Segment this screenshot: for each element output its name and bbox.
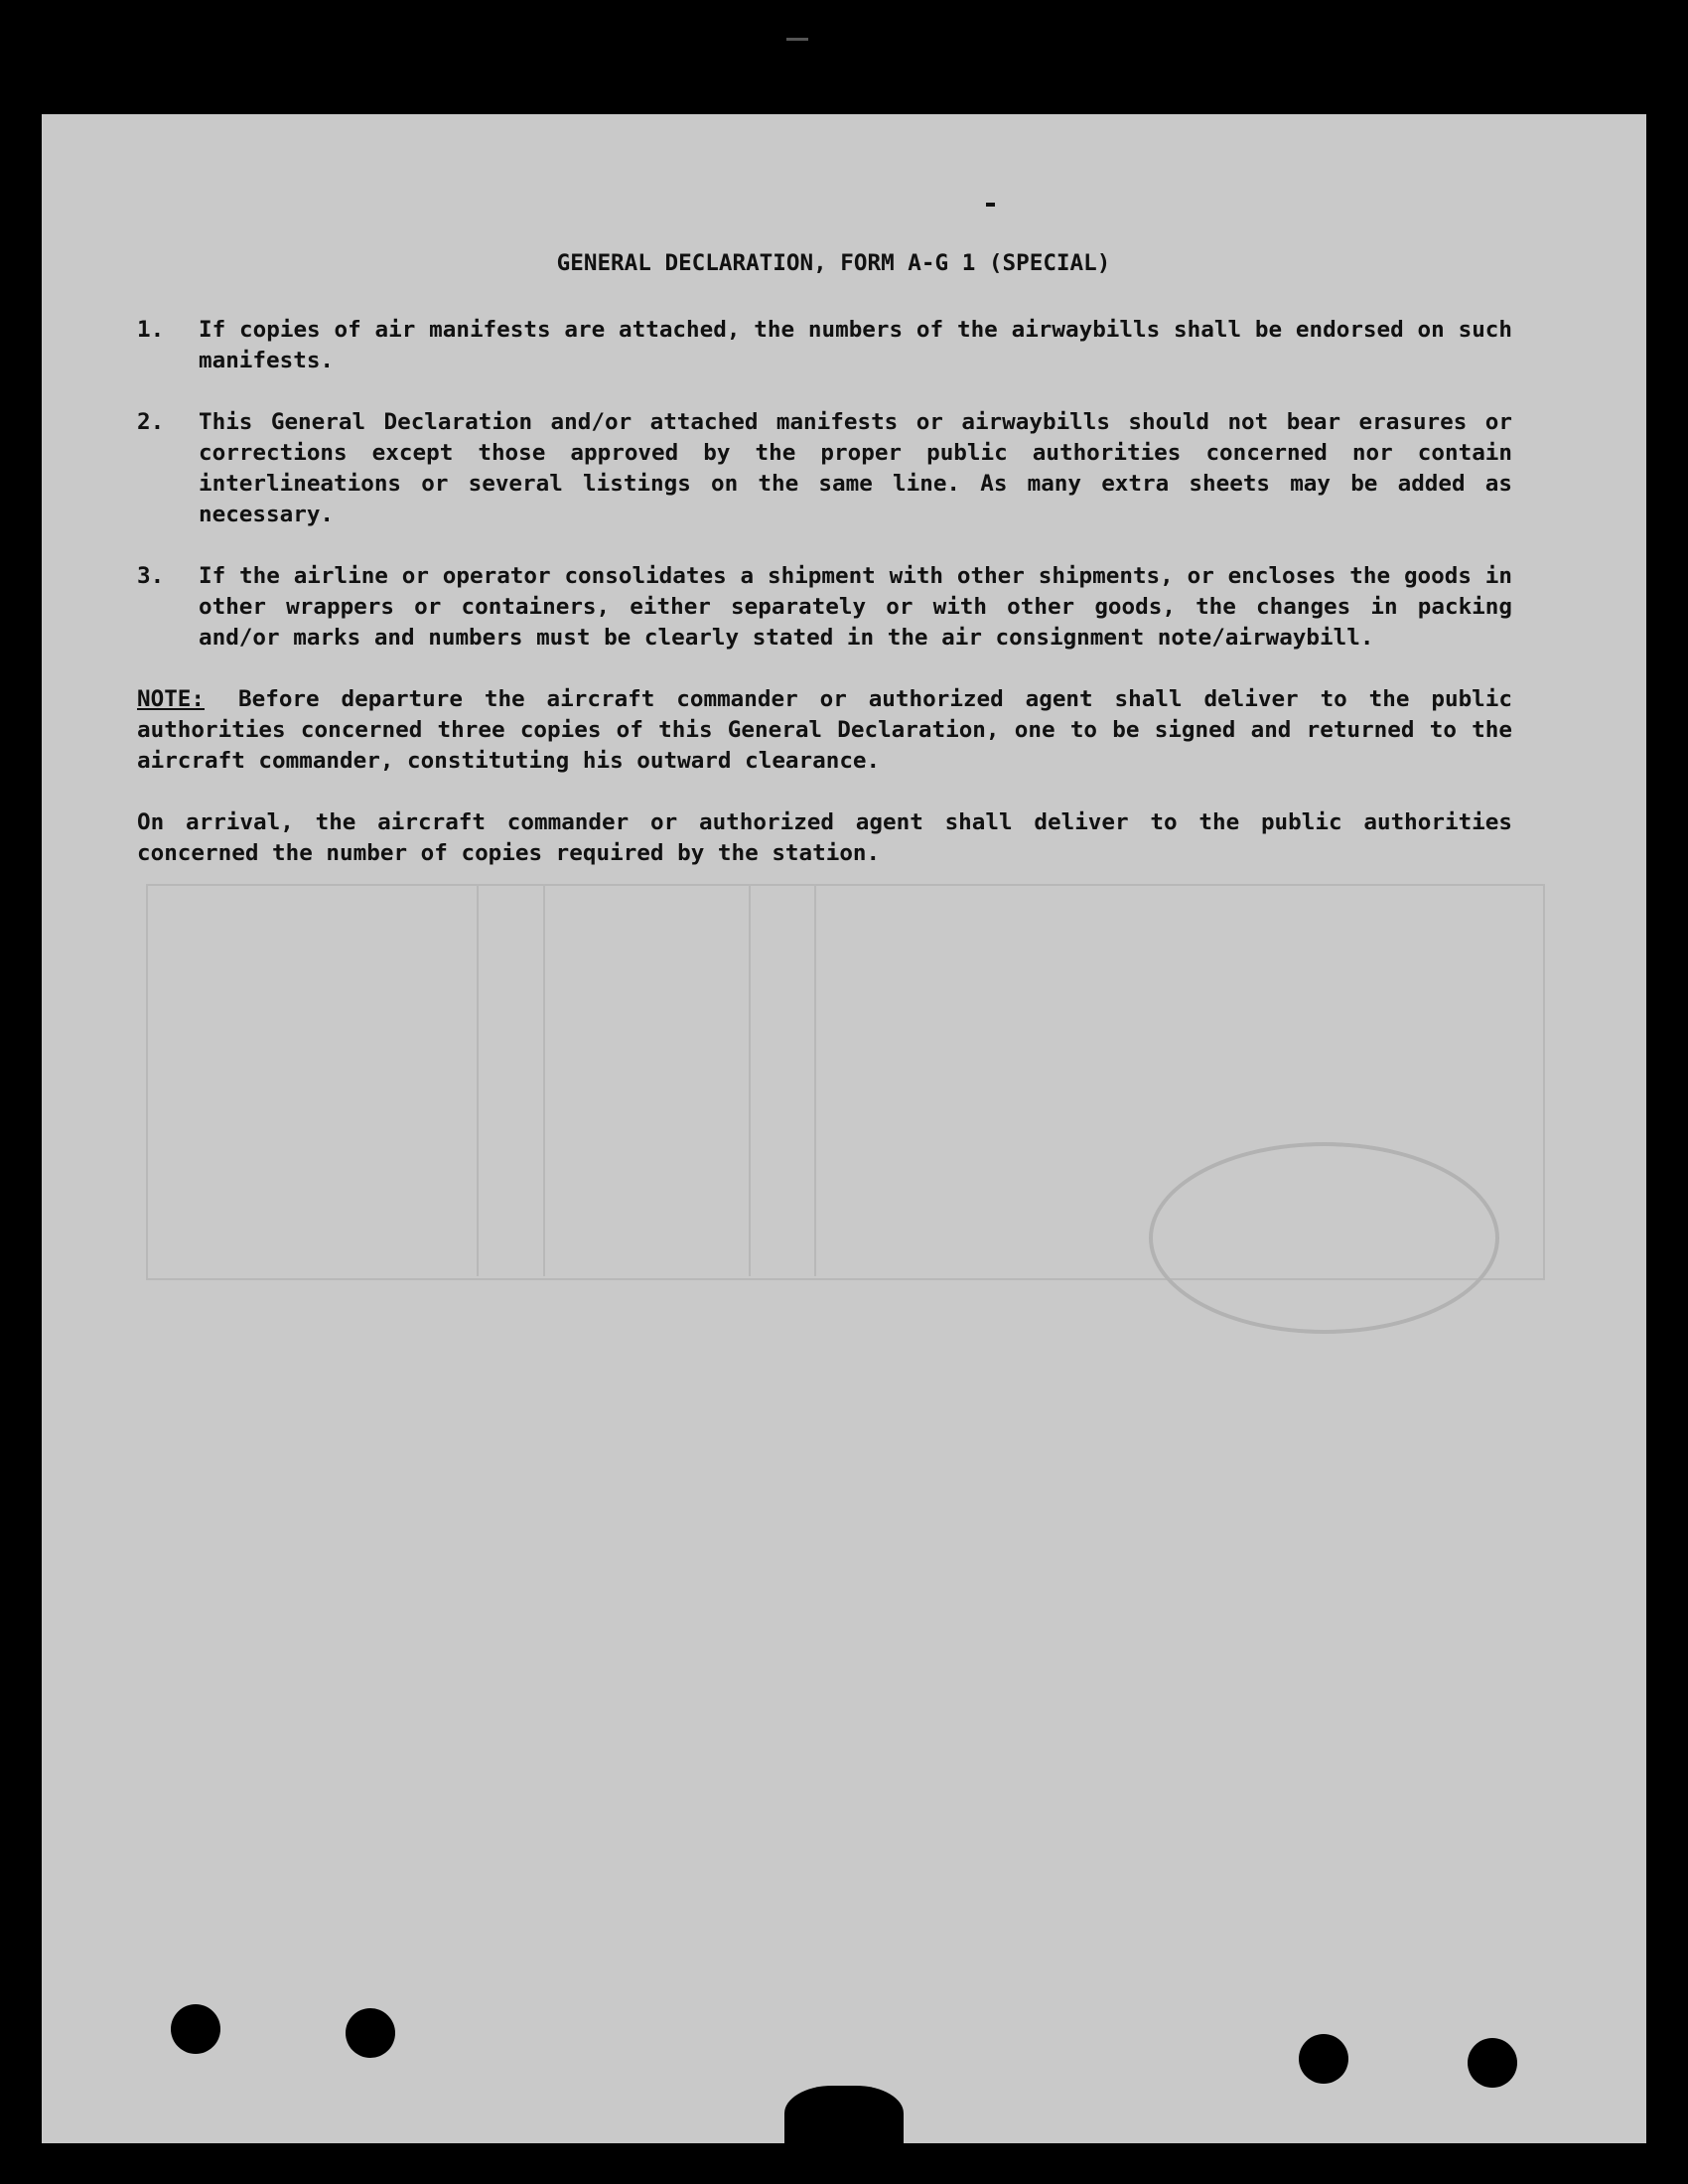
arrival-paragraph: On arrival, the aircraft commander or authorized agent shall deliver to the public authorities concerned the number of copies required by the station. — [137, 809, 1512, 866]
note-paragraph — [137, 684, 1512, 777]
bleed-through-form-column — [477, 884, 479, 1276]
instruction-item — [137, 561, 1512, 654]
punch-hole-icon — [1468, 2038, 1517, 2088]
punch-hole-icon — [171, 2004, 220, 2054]
bleed-through-form-column — [749, 884, 751, 1276]
item-text: If the airline or operator consolidates a shipment with other shipments, or encloses the goods in other wrappers or containers, either separately or with other goods, the changes in packing and/or marks and numbers must be clearly stated in the air consignment note/airwaybill. — [199, 563, 1512, 651]
note-label: NOTE: — [137, 686, 206, 712]
item-number: 2. — [137, 409, 165, 435]
declaration-body — [137, 248, 1512, 900]
bleed-through-form-column — [543, 884, 545, 1276]
item-number: 3. — [137, 563, 165, 589]
item-text: If copies of air manifests are attached, the numbers of the airwaybills shall be endorsed on such manifests. — [199, 317, 1512, 373]
torn-edge-mark — [784, 2086, 904, 2155]
instruction-item — [137, 407, 1512, 530]
bleed-through-form-column — [814, 884, 816, 1276]
punch-hole-icon — [1299, 2034, 1348, 2084]
center-dot-mark — [986, 203, 995, 207]
item-number: 1. — [137, 317, 165, 343]
bleed-through-stamp-icon — [1149, 1142, 1499, 1334]
instruction-item — [137, 315, 1512, 376]
document-title: GENERAL DECLARATION, FORM A-G 1 (SPECIAL) — [556, 250, 1111, 276]
edge-mark — [786, 38, 808, 41]
punch-hole-icon — [346, 2008, 395, 2058]
item-text: This General Declaration and/or attached manifests or airwaybills should not bear erasures or corrections except those approved by the proper public authorities concerned nor contain interlineations or several listings on the same line. As many extra sheets may be added as necessary. — [199, 409, 1512, 527]
note-text: Before departure the aircraft commander or authorized agent shall deliver to the public authorities concerned three copies of this General Declaration, one to be signed and returned to the aircraft commander, constituting his outward clearance. — [137, 686, 1512, 774]
